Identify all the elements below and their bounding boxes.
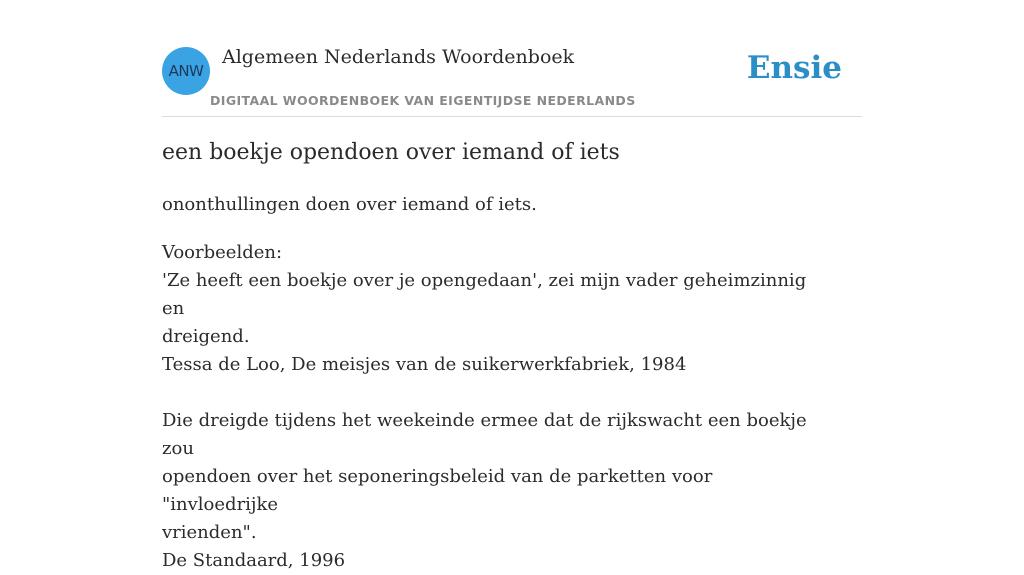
example-quote-line: opendoen over het seponeringsbeleid van de parketten voor "invloedrijke	[162, 466, 713, 515]
example-source: De Standaard, 1996	[162, 550, 346, 571]
page-container	[162, 0, 862, 571]
example-quote-line: dreigend.	[162, 326, 250, 347]
entry-definition: ononthullingen doen over iemand of iets.	[162, 194, 537, 215]
example-spacer	[162, 379, 822, 407]
examples-section	[162, 239, 822, 575]
ensie-brand-logo[interactable]: Ensie	[746, 50, 842, 86]
site-header	[162, 0, 862, 117]
site-title[interactable]: Algemeen Nederlands Woordenboek	[222, 46, 575, 68]
entry-title: een boekje opendoen over iemand of iets	[162, 140, 620, 165]
anw-logo[interactable]: ANW	[162, 47, 210, 95]
example-quote-line: Die dreigde tijdens het weekeinde ermee dat de rijkswacht een boekje zou	[162, 410, 807, 459]
examples-label: Voorbeelden:	[162, 242, 283, 263]
example-source: Tessa de Loo, De meisjes van de suikerwerkfabriek, 1984	[162, 354, 687, 375]
site-subtitle: DIGITAAL WOORDENBOEK VAN EIGENTIJDSE NEDERLANDS	[210, 93, 636, 108]
example-quote-line: 'Ze heeft een boekje over je opengedaan', zei mijn vader geheimzinnig en	[162, 270, 807, 319]
example-quote-line: vrienden".	[162, 522, 257, 543]
